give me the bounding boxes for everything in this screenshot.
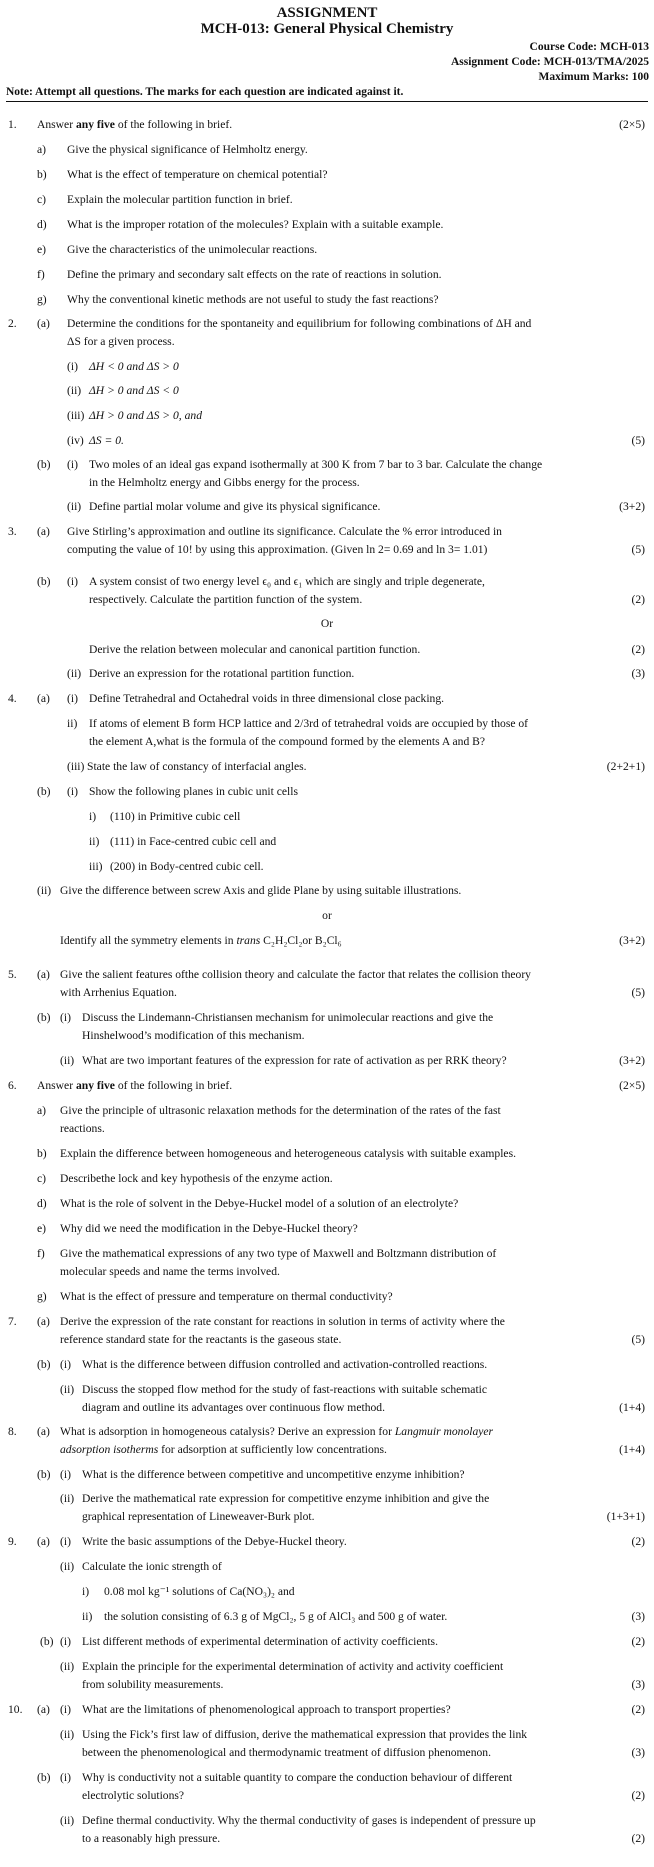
item-label: a) (37, 1104, 47, 1117)
question-text: to a reasonably high pressure. (82, 1832, 221, 1845)
subpart-label: (ii) (67, 667, 82, 680)
question-text: Why is conductivity not a suitable quantity to compare the conduction behaviour of different (82, 1771, 513, 1784)
subpart-label: (ii) (60, 1660, 75, 1673)
subpart-label: (i) (60, 1535, 71, 1548)
marks: (3) (631, 1610, 645, 1623)
part-label: (a) (37, 1535, 50, 1548)
item-label: i) (82, 1585, 90, 1598)
part-label: (a) (37, 525, 50, 538)
marks: (2) (631, 1789, 645, 1802)
part-label: (a) (37, 692, 50, 705)
question-number: 1. (8, 118, 17, 131)
subpart-label: (iii) (67, 760, 85, 773)
question-text: Derive an expression for the rotational partition function. (89, 667, 355, 680)
or-separator: Or (320, 617, 334, 630)
question-text: in the Helmholtz energy and Gibbs energy for the process. (89, 476, 360, 489)
case-text: ΔH > 0 and ΔS < 0 (89, 384, 179, 397)
question-text: Write the basic assumptions of the Debye-Huckel theory. (82, 1535, 347, 1548)
question-number: 7. (8, 1315, 17, 1328)
marks: (2) (631, 593, 645, 606)
question-text: Give the difference between screw Axis and glide Plane by using suitable illustrations. (60, 884, 462, 897)
subpart-label: (ii) (60, 1814, 75, 1827)
question-text: If atoms of element B form HCP lattice and 2/3rd of tetrahedral voids are occupied by those of (89, 717, 529, 730)
question-number: 9. (8, 1535, 17, 1548)
subpart-label: (i) (67, 692, 78, 705)
plane-label: i) (89, 810, 97, 823)
subpart-label: (ii) (60, 1054, 75, 1067)
question-intro: Answer any five of the following in brief. (37, 118, 233, 131)
item-label: c) (37, 193, 47, 206)
item-label: f) (37, 268, 45, 281)
question-text: Two moles of an ideal gas expand isothermally at 300 K from 7 bar to 3 bar. Calculate the change (89, 458, 543, 471)
part-label: (b) (37, 1011, 51, 1024)
part-label: (b) (37, 458, 51, 471)
case-label: (iii) (67, 409, 85, 422)
question-text: What is adsorption in homogeneous catalysis? Derive an expression for Langmuir monolayer (60, 1425, 494, 1438)
case-text: ΔH < 0 and ΔS > 0 (89, 360, 179, 373)
part-label: (b) (37, 575, 51, 588)
item-label: c) (37, 1172, 47, 1185)
list-item: What is the role of solvent in the Debye-Huckel model of a solution of an electrolyte? (60, 1197, 459, 1210)
question-text: State the law of constancy of interfacial angles. (87, 760, 307, 773)
subpart-label: (ii) (60, 1492, 75, 1505)
question-text: Define Tetrahedral and Octahedral voids in three dimensional close packing. (89, 692, 445, 705)
item-label: e) (37, 1222, 47, 1235)
list-item: What is the effect of pressure and temperature on thermal conductivity? (60, 1290, 393, 1303)
marks: (5) (631, 543, 645, 556)
question-text: Derive the relation between molecular and canonical partition function. (89, 643, 421, 656)
marks: (3+2) (619, 934, 645, 947)
list-item: molecular speeds and name the terms involved. (60, 1265, 280, 1278)
part-label: (a) (37, 968, 50, 981)
plane-text: (111) in Face-centred cubic cell and (110, 835, 277, 848)
part-label: (a) (37, 317, 50, 330)
question-text: Show the following planes in cubic unit cells (89, 785, 298, 798)
subpart-label: (i) (60, 1358, 71, 1371)
marks: (2) (631, 643, 645, 656)
maximum-marks: Maximum Marks: 100 (538, 71, 649, 83)
subpart-label: (ii) (60, 1383, 75, 1396)
question-text: Discuss the stopped flow method for the study of fast-reactions with suitable schematic (82, 1383, 488, 1396)
question-text: graphical representation of Lineweaver-Burk plot. (82, 1510, 315, 1523)
item-label: b) (37, 1147, 47, 1160)
question-text: Determine the conditions for the spontaneity and equilibrium for following combinations of ΔH and (67, 317, 532, 330)
list-item: Give the characteristics of the unimolecular reactions. (67, 243, 318, 256)
question-text: ΔS for a given process. (67, 335, 175, 348)
list-item: Explain the difference between homogeneous and heterogeneous catalysis with suitable examples. (60, 1147, 516, 1160)
list-item: What is the effect of temperature on chemical potential? (67, 168, 328, 181)
instructions-note: Note: Attempt all questions. The marks for each question are indicated against it. (6, 86, 404, 98)
question-text: Give Stirling’s approximation and outline its significance. Calculate the % error introduced in (67, 525, 502, 538)
question-number: 3. (8, 525, 17, 538)
question-text: What is the difference between competitive and uncompetitive enzyme inhibition? (82, 1468, 465, 1481)
list-item: reactions. (60, 1122, 105, 1135)
question-text: the element A,what is the formula of the compound formed by the elements A and B? (89, 735, 486, 748)
marks: (2) (631, 1635, 645, 1648)
marks: (3+2) (619, 1054, 645, 1067)
marks: (2) (631, 1535, 645, 1548)
subpart-label: (i) (67, 575, 78, 588)
case-label: (ii) (67, 384, 82, 397)
subpart-label: (i) (60, 1771, 71, 1784)
item-label: g) (37, 293, 47, 306)
plane-text: (200) in Body-centred cubic cell. (110, 860, 264, 873)
marks: (5) (631, 1333, 645, 1346)
question-text: between the phenomenological and thermodynamic treatment of diffusion phenomenon. (82, 1746, 491, 1759)
marks: (2) (631, 1703, 645, 1716)
list-item: Why did we need the modification in the Debye-Huckel theory? (60, 1222, 358, 1235)
marks: (2+2+1) (606, 760, 645, 773)
question-text: Explain the principle for the experimental determination of activity and activity coefficient (82, 1660, 504, 1673)
question-number: 5. (8, 968, 17, 981)
question-text: Define partial molar volume and give its physical significance. (89, 500, 381, 513)
item-label: f) (37, 1247, 45, 1260)
course-title: MCH-013: General Physical Chemistry (200, 21, 454, 37)
subpart-label: (i) (67, 458, 78, 471)
item-label: e) (37, 243, 47, 256)
question-text: Discuss the Lindemann-Christiansen mechanism for unimolecular reactions and give the (82, 1011, 494, 1024)
header-divider (6, 101, 648, 102)
item-label: d) (37, 218, 47, 231)
case-label: (i) (67, 360, 78, 373)
item-label: b) (37, 168, 47, 181)
question-text: computing the value of 10! by using this approximation. (Given ln 2= 0.69 and ln 3= 1.01) (67, 543, 488, 556)
marks: (1+4) (619, 1443, 645, 1456)
list-item: Why the conventional kinetic methods are not useful to study the fast reactions? (67, 293, 439, 306)
question-text: Identify all the symmetry elements in trans C₂H₂Cl₂or B₂Cl₆ (60, 934, 342, 947)
question-text: Hinshelwood’s modification of this mechanism. (82, 1029, 305, 1042)
question-text: Derive the mathematical rate expression for competitive enzyme inhibition and give the (82, 1492, 490, 1505)
list-item: Give the physical significance of Helmholtz energy. (67, 143, 308, 156)
subpart-label: (ii) (60, 1728, 75, 1741)
question-text: adsorption isotherms for adsorption at sufficiently low concentrations. (60, 1443, 387, 1456)
question-text: Derive the expression of the rate constant for reactions in solution in terms of activity where the (60, 1315, 505, 1328)
part-label: (a) (37, 1315, 50, 1328)
list-item: Give the principle of ultrasonic relaxation methods for the determination of the rates of the fast (60, 1104, 501, 1117)
list-item: Define the primary and secondary salt effects on the rate of reactions in solution. (67, 268, 442, 281)
subpart-label: (ii) (60, 1560, 75, 1573)
question-text: What are the limitations of phenomenological approach to transport properties? (82, 1703, 451, 1716)
marks: (5) (631, 986, 645, 999)
question-text: respectively. Calculate the partition function of the system. (89, 593, 363, 606)
question-number: 10. (8, 1703, 23, 1716)
marks: (2×5) (619, 1079, 645, 1092)
case-text: ΔH > 0 and ΔS > 0, and (89, 409, 202, 422)
plane-label: iii) (89, 860, 103, 873)
marks: (2×5) (619, 118, 645, 131)
marks: (3) (631, 1678, 645, 1691)
marks: (1+4) (619, 1401, 645, 1414)
question-number: 8. (8, 1425, 17, 1438)
question-number: 2. (8, 317, 17, 330)
list-item: Explain the molecular partition function in brief. (67, 193, 293, 206)
assignment-code: Assignment Code: MCH-013/TMA/2025 (450, 56, 649, 68)
question-text: diagram and outline its advantages over continuous flow method. (82, 1401, 385, 1414)
part-label: (b) (37, 1358, 51, 1371)
case-label: (iv) (67, 434, 84, 447)
question-text: Give the salient features ofthe collision theory and calculate the factor that relates the collision theory (60, 968, 531, 981)
question-text: from solubility measurements. (82, 1678, 224, 1691)
marks: (2) (631, 1832, 645, 1845)
question-text: Define thermal conductivity. Why the thermal conductivity of gases is independent of pressure up (82, 1814, 536, 1827)
marks: (1+3+1) (606, 1510, 645, 1523)
item-label: a) (37, 143, 47, 156)
question-text: reference standard state for the reactants is the gaseous state. (60, 1333, 342, 1346)
list-item: What is the improper rotation of the molecules? Explain with a suitable example. (67, 218, 444, 231)
marks: (5) (631, 434, 645, 447)
question-text: What is the difference between diffusion controlled and activation-controlled reactions. (82, 1358, 488, 1371)
question-number: 6. (8, 1079, 17, 1092)
question-text: with Arrhenius Equation. (60, 986, 177, 999)
part-label: (a) (37, 1425, 50, 1438)
subpart-label: ii) (67, 717, 78, 730)
marks: (3+2) (619, 500, 645, 513)
plane-label: ii) (89, 835, 100, 848)
question-text: Using the Fick’s first law of diffusion, derive the mathematical expression that provides the link (82, 1728, 528, 1741)
subpart-label: (ii) (67, 500, 82, 513)
subpart-label: (i) (67, 785, 78, 798)
item-label: ii) (82, 1610, 93, 1623)
marks: (3) (631, 667, 645, 680)
marks: (3) (631, 1746, 645, 1759)
subpart-label: (i) (60, 1703, 71, 1716)
subpart-label: (i) (60, 1635, 71, 1648)
subpart-label: (i) (60, 1468, 71, 1481)
question-text: A system consist of two energy level ϵ₀ and ϵ₁ which are singly and triple degenerate, (89, 575, 485, 588)
or-separator: or (322, 909, 332, 922)
part-label: (b) (40, 1635, 54, 1648)
plane-text: (110) in Primitive cubic cell (110, 810, 241, 823)
part-label: (a) (37, 1703, 50, 1716)
subpart-label: (i) (60, 1011, 71, 1024)
question-text: the solution consisting of 6.3 g of MgCl₂, 5 g of AlCl₃ and 500 g of water. (104, 1610, 448, 1623)
subpart-label: (ii) (37, 884, 52, 897)
question-text: List different methods of experimental determination of activity coefficients. (82, 1635, 438, 1648)
course-code: Course Code: MCH-013 (529, 41, 649, 53)
list-item: Give the mathematical expressions of any two type of Maxwell and Boltzmann distribution of (60, 1247, 497, 1260)
question-text: electrolytic solutions? (82, 1789, 185, 1802)
item-label: g) (37, 1290, 47, 1303)
document-title: ASSIGNMENT (276, 5, 378, 21)
part-label: (b) (37, 1468, 51, 1481)
question-number: 4. (8, 692, 17, 705)
list-item: Describethe lock and key hypothesis of the enzyme action. (60, 1172, 333, 1185)
part-label: (b) (37, 1771, 51, 1784)
part-label: (b) (37, 785, 51, 798)
item-label: d) (37, 1197, 47, 1210)
question-text: Calculate the ionic strength of (82, 1560, 222, 1573)
question-text: What are two important features of the expression for rate of activation as per RRK theory? (82, 1054, 507, 1067)
case-text: ΔS = 0. (89, 434, 124, 447)
question-text: 0.08 mol kg⁻¹ solutions of Ca(NO₃)₂ and (104, 1585, 295, 1598)
question-intro: Answer any five of the following in brief. (37, 1079, 233, 1092)
